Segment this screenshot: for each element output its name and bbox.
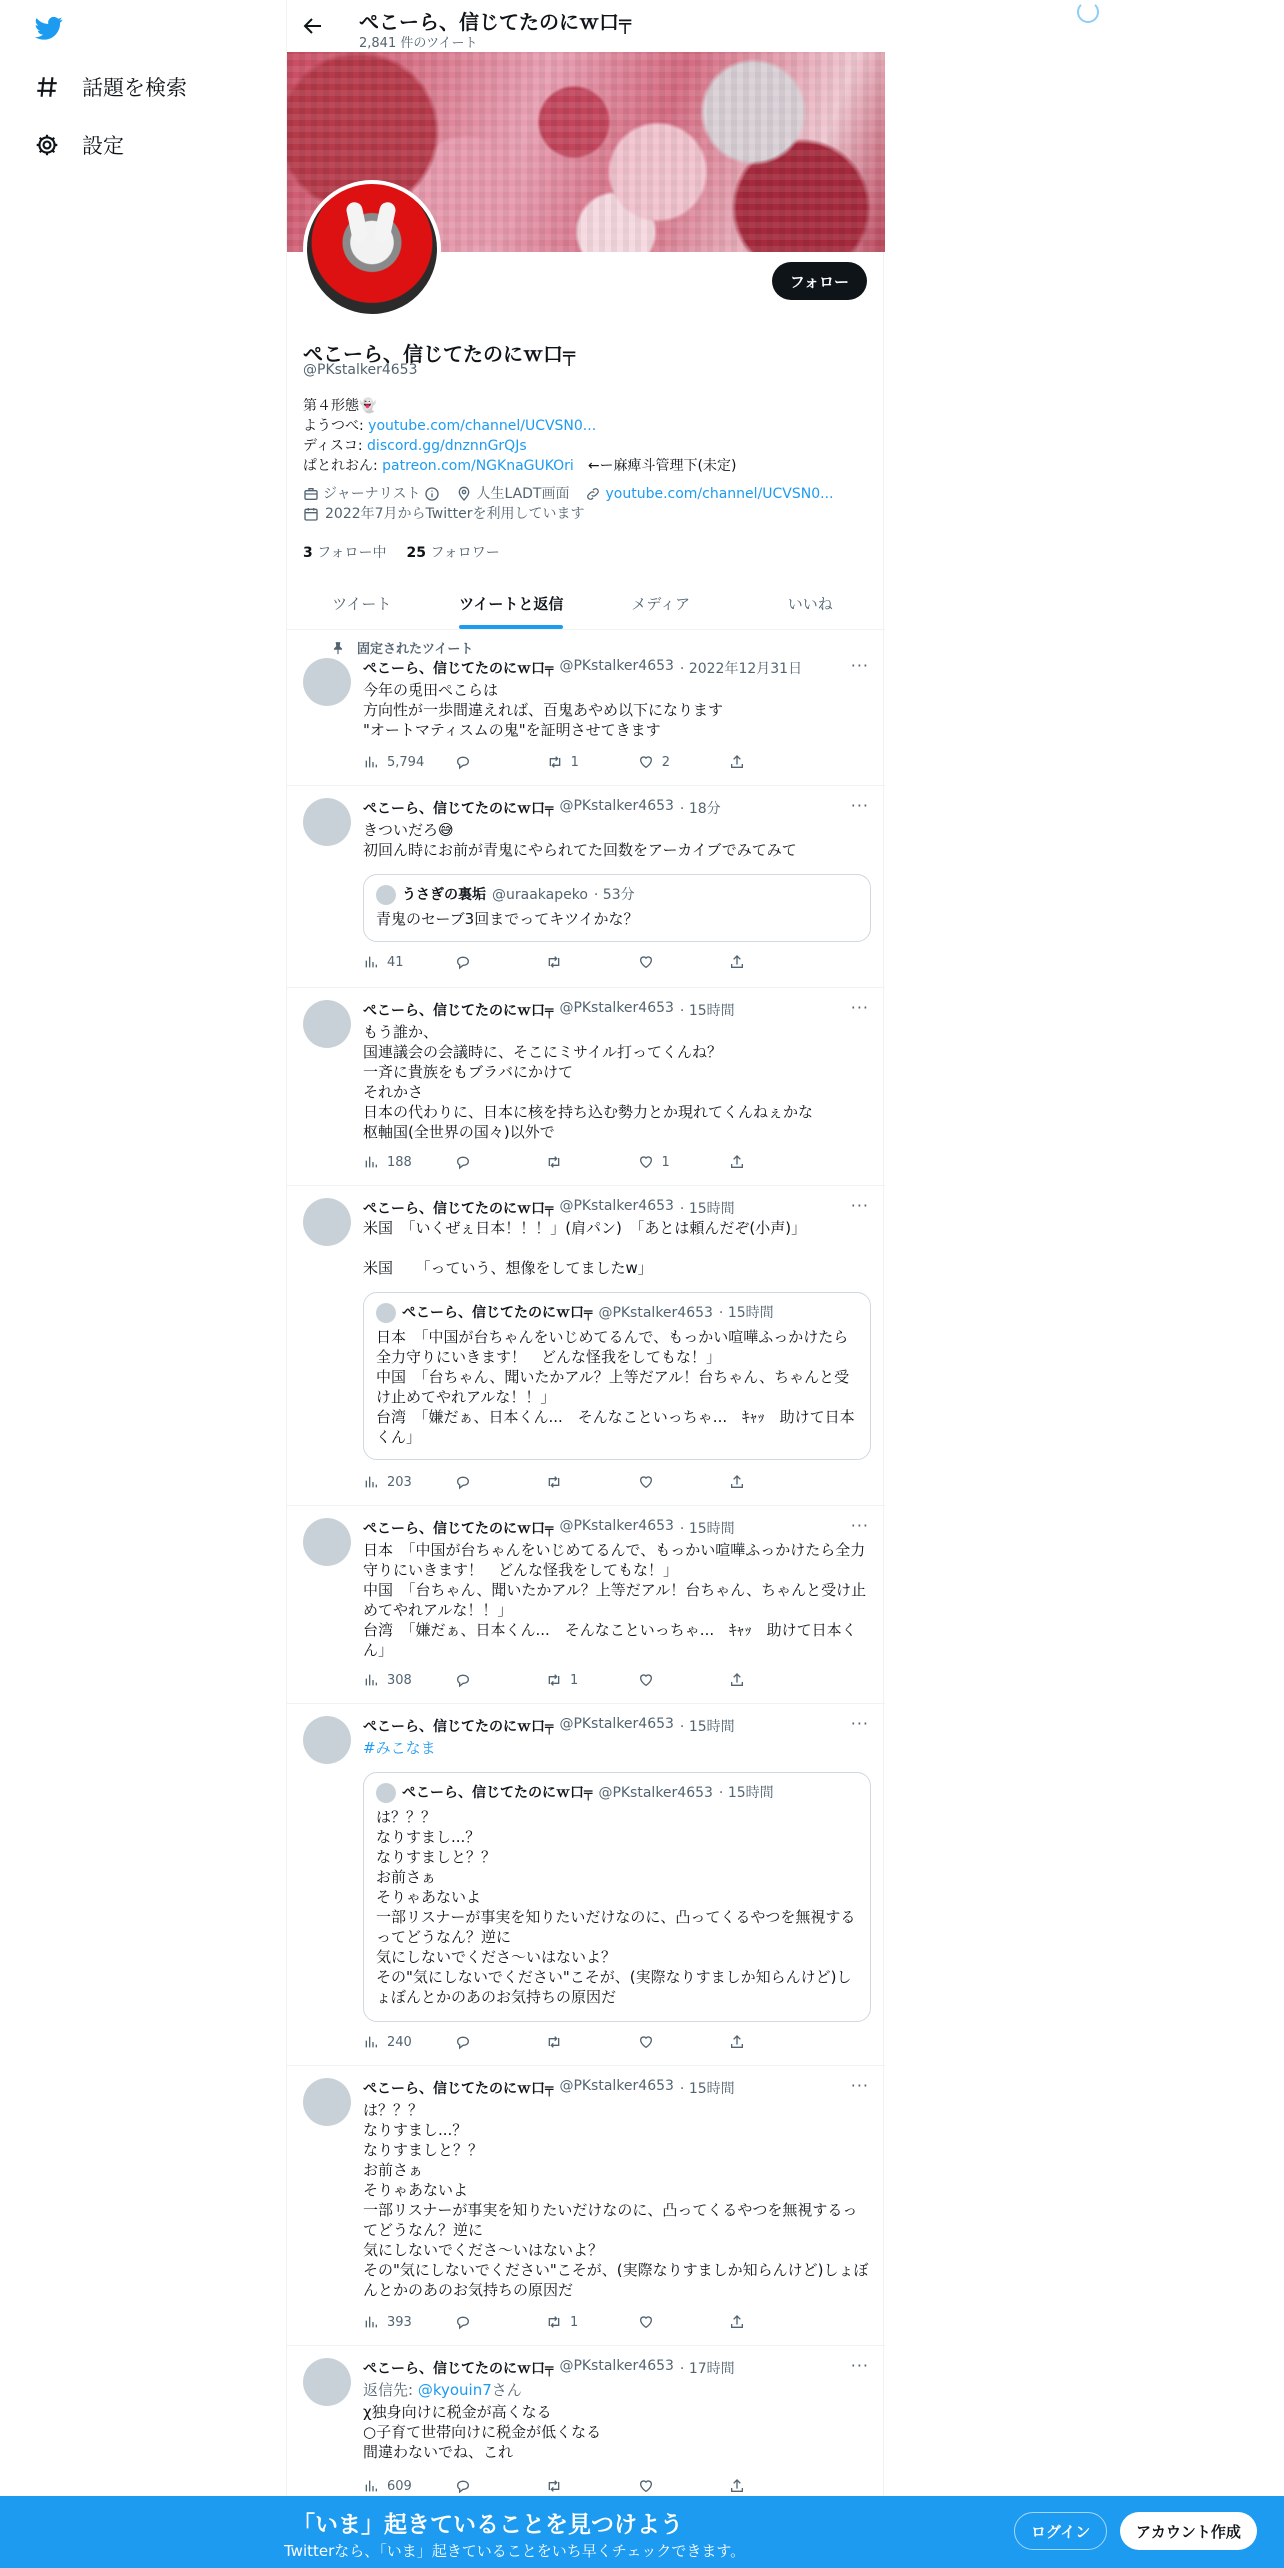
tweet-time[interactable]: · 15時間	[679, 2081, 735, 2097]
share-icon	[729, 1672, 745, 1688]
loading-spinner-icon	[1077, 1, 1099, 23]
tweet-author-name[interactable]: ぺこーら、信じてたのにｗ⼝╤	[363, 661, 554, 677]
hashtag-link[interactable]: #みこなま	[363, 1739, 436, 1757]
tweet-header	[363, 1198, 735, 1218]
tweet-count: 2,841 件のツイート	[359, 36, 478, 51]
category-label: ジャーナリスト	[323, 486, 421, 502]
nav-explore-label: 話題を検索	[82, 76, 187, 100]
profile-category	[303, 484, 440, 504]
reply-context	[363, 2380, 871, 2400]
reply-prefix: 返信先:	[363, 2381, 418, 2399]
tweet-header	[363, 1716, 735, 1736]
views-button[interactable]	[363, 2478, 423, 2494]
tab-media[interactable]: メディア	[631, 595, 691, 613]
retweet-button[interactable]	[546, 1672, 606, 1688]
tab-tweets-and-replies[interactable]: ツイートと返信	[437, 578, 587, 629]
reply-suffix: さん	[491, 2381, 522, 2399]
tweet-time[interactable]: · 18分	[679, 801, 721, 817]
quoted-avatar	[376, 1783, 396, 1803]
tweet-author-handle[interactable]: @PKstalker4653	[559, 1716, 674, 1732]
main-column	[286, 0, 884, 2568]
following-label: フォロー中	[317, 545, 387, 561]
views-button[interactable]	[363, 2034, 423, 2050]
tweet-actions	[363, 1672, 789, 1688]
retweet-count: 1	[570, 754, 579, 770]
reply-button[interactable]	[455, 2314, 515, 2330]
tweet-header	[363, 658, 802, 678]
tweet-author-name[interactable]: ぺこーら、信じてたのにｗ⼝╤	[363, 1003, 554, 1019]
tab-tweets[interactable]: ツイート	[332, 595, 392, 613]
share-button[interactable]	[729, 2478, 789, 2494]
tweet-author-handle[interactable]: @PKstalker4653	[559, 1198, 674, 1214]
bar-chart-icon	[363, 754, 379, 770]
heart-icon	[638, 2314, 654, 2330]
retweet-button[interactable]	[546, 2478, 606, 2494]
tweet-author-name[interactable]: ぺこーら、信じてたのにｗ⼝╤	[363, 1521, 554, 1537]
tweet-author-name[interactable]: ぺこーら、信じてたのにｗ⼝╤	[363, 1201, 554, 1217]
reply-button[interactable]	[455, 1672, 515, 1688]
tweet-avatar[interactable]	[303, 2358, 351, 2406]
tweet-author-name[interactable]: ぺこーら、信じてたのにｗ⼝╤	[363, 1719, 554, 1735]
bar-chart-icon	[363, 2034, 379, 2050]
tweet-text: 日本 「中国が台ちゃんをいじめてるんで、もっかい喧嘩ふっかけたら全力守りにいきます！ どんな怪我をしてもな！」 中国 「台ちゃん、聞いたかアル？上等だアル！台ちゃん、ちゃんと受け止めてやれアルな！！」 台湾 「嫌だぁ、日本くん... そんなこといっちゃ... ｷｬｯ 助けて日本くん」	[363, 1541, 867, 1659]
share-icon	[729, 2034, 745, 2050]
quoted-author-name: うさぎの裏垢	[402, 887, 486, 903]
views-button[interactable]	[363, 754, 424, 770]
heart-icon	[638, 754, 654, 770]
views-button[interactable]	[363, 2314, 423, 2330]
location-label: 人生LADT画面	[476, 486, 570, 502]
profile-avatar[interactable]	[303, 180, 441, 318]
share-icon	[729, 1474, 745, 1490]
profile-meta	[303, 484, 869, 524]
share-button[interactable]	[729, 954, 789, 970]
bio-line: 第４形態👻	[303, 398, 377, 414]
quoted-author-name: ぺこーら、信じてたのにｗ⼝╤	[402, 1785, 593, 1801]
views-count: 5,794	[387, 754, 425, 770]
tweet-item[interactable]	[287, 1704, 885, 2066]
hashtag-icon	[34, 74, 60, 100]
retweet-count: 1	[570, 1672, 579, 1688]
tweet-time[interactable]: · 15時間	[679, 1003, 735, 1019]
tweet-item[interactable]	[287, 988, 885, 1186]
reply-icon	[455, 754, 471, 770]
website-link[interactable]: youtube.com/channel/UCVSN0...	[605, 486, 834, 502]
signup-banner	[0, 2496, 1284, 2568]
tweet-author-handle[interactable]: @PKstalker4653	[559, 2078, 674, 2094]
bio-patreon-link[interactable]: patreon.com/NGKnaGUKOri	[382, 458, 574, 474]
reply-button[interactable]	[455, 954, 515, 970]
bio-discord-link[interactable]: discord.gg/dnznnGrQJs	[367, 438, 527, 454]
tweet-item[interactable]	[287, 1186, 885, 1506]
views-button[interactable]	[363, 954, 423, 970]
bar-chart-icon	[363, 1154, 379, 1170]
follow-button[interactable]: フォロー	[772, 262, 867, 300]
profile-location	[456, 484, 569, 504]
more-options-icon[interactable]: ···	[850, 1516, 869, 1535]
quoted-author-name: ぺこーら、信じてたのにｗ⼝╤	[402, 1305, 593, 1321]
tweet-header	[363, 1000, 735, 1020]
tweet-pinned[interactable]	[287, 630, 885, 786]
share-button[interactable]	[729, 1672, 789, 1688]
retweet-button[interactable]	[546, 1474, 606, 1490]
bio-discord-label: ディスコ:	[303, 438, 368, 454]
tweet-item[interactable]	[287, 786, 885, 988]
profile-name: ぺこーら、信じてたのにｗ⼝╤	[303, 342, 576, 366]
tweet-item[interactable]	[287, 1506, 885, 1704]
tweet-avatar[interactable]	[303, 2078, 351, 2126]
quoted-author-handle: @PKstalker4653	[598, 1305, 713, 1321]
quoted-time: · 53分	[593, 887, 635, 903]
followers-count: 25	[406, 545, 426, 561]
topbar-name: ぺこーら、信じてたのにｗ⼝╤	[359, 10, 632, 34]
tweet-actions	[363, 2478, 789, 2494]
bar-chart-icon	[363, 1672, 379, 1688]
back-arrow-icon[interactable]	[301, 14, 325, 38]
like-count: 1	[661, 1154, 670, 1170]
reply-button[interactable]	[455, 2478, 515, 2494]
reply-button[interactable]	[455, 2034, 515, 2050]
bio-patreon-label: ぱとれおん:	[303, 458, 383, 474]
pinned-label: 固定されたツイート	[357, 642, 474, 657]
reply-icon	[455, 2478, 471, 2494]
follow-stats	[303, 542, 500, 562]
retweet-icon	[546, 1474, 562, 1490]
share-icon	[729, 2314, 745, 2330]
calendar-icon	[303, 506, 319, 522]
joined-label: 2022年7月からTwitterを利用しています	[325, 506, 585, 522]
briefcase-icon	[303, 486, 319, 502]
tweet-actions	[363, 1474, 789, 1490]
tweet-time[interactable]: · 15時間	[679, 1719, 735, 1735]
tweet-avatar[interactable]	[303, 798, 351, 846]
tweet-time[interactable]: · 17時間	[679, 2361, 735, 2377]
like-button[interactable]	[638, 2034, 698, 2050]
heart-icon	[638, 1154, 654, 1170]
tweet-author-handle[interactable]: @PKstalker4653	[559, 658, 674, 674]
tweet-time[interactable]: · 15時間	[679, 1201, 735, 1217]
quoted-tweet[interactable]	[363, 1772, 871, 2022]
quoted-tweet[interactable]	[363, 1292, 871, 1460]
more-options-icon[interactable]: ···	[850, 1714, 869, 1733]
retweet-icon	[546, 1154, 562, 1170]
bio-youtube-label: ようつべ:	[303, 418, 369, 434]
location-pin-icon	[456, 486, 472, 502]
like-button[interactable]	[638, 1672, 698, 1688]
pin-icon	[331, 641, 345, 655]
tweet-item[interactable]	[287, 2346, 885, 2496]
retweet-icon	[547, 754, 563, 770]
retweet-button[interactable]	[546, 2314, 606, 2330]
quoted-text: 青鬼のセーブ3回までってキツイかな？	[376, 910, 639, 928]
views-count: 188	[387, 1154, 412, 1170]
tweet-author-name[interactable]: ぺこーら、信じてたのにｗ⼝╤	[363, 2361, 554, 2377]
views-count: 41	[387, 954, 404, 970]
quoted-avatar	[376, 885, 396, 905]
tweet-text: 米国 「いくぜぇ日本！！！」(肩パン) 「あとは頼んだぞ(小声)」 米国 「っていう、想像をしてましたw」	[363, 1219, 807, 1277]
bio-patreon-suffix: ←ー麻痺斗管理下(未定)	[573, 458, 737, 474]
heart-icon	[638, 1672, 654, 1688]
followers-label: フォロワー	[430, 545, 500, 561]
nav-explore[interactable]	[34, 72, 187, 102]
tweet-header	[363, 798, 721, 818]
followers-link[interactable]	[407, 542, 500, 562]
share-icon	[729, 2478, 745, 2494]
tweet-author-name[interactable]: ぺこーら、信じてたのにｗ⼝╤	[363, 801, 554, 817]
tweet-time[interactable]: · 2022年12月31日	[679, 661, 803, 677]
views-button[interactable]	[363, 1474, 423, 1490]
quoted-author-handle: @uraakapeko	[492, 887, 588, 903]
more-options-icon[interactable]: ···	[850, 656, 869, 675]
retweet-button[interactable]	[546, 954, 606, 970]
retweet-button[interactable]	[546, 1154, 606, 1170]
profile-handle: @PKstalker4653	[303, 362, 418, 378]
like-button[interactable]	[638, 2314, 698, 2330]
tweet-actions	[363, 754, 789, 770]
pinned-indicator	[331, 638, 473, 657]
share-button[interactable]	[729, 754, 789, 770]
share-button[interactable]	[729, 2314, 789, 2330]
tweet-author-handle[interactable]: @PKstalker4653	[559, 2358, 674, 2374]
profile-joined	[303, 504, 869, 524]
reply-button[interactable]	[455, 754, 515, 770]
tweet-author-handle[interactable]: @PKstalker4653	[559, 798, 674, 814]
tweet-avatar[interactable]	[303, 1518, 351, 1566]
share-icon	[729, 754, 745, 770]
quoted-time: · 15時間	[718, 1785, 774, 1801]
tweet-avatar[interactable]	[303, 1716, 351, 1764]
profile-bio	[303, 396, 869, 476]
more-options-icon[interactable]: ···	[850, 998, 869, 1017]
tweet-avatar[interactable]	[303, 1000, 351, 1048]
views-button[interactable]	[363, 1672, 423, 1688]
profile-topbar	[287, 0, 885, 52]
tweet-actions	[363, 2034, 789, 2050]
views-count: 308	[387, 1672, 412, 1688]
tweet-text: きついだろ😅 初回ん時にお前が青鬼にやられてた回数をアーカイブでみてみて	[363, 821, 797, 859]
tweet-avatar[interactable]	[303, 1198, 351, 1246]
heart-icon	[638, 2034, 654, 2050]
quoted-text: 日本 「中国が台ちゃんをいじめてるんで、もっかい喧嘩ふっかけたら全力守りにいきます！ どんな怪我をしてもな！」 中国 「台ちゃん、聞いたかアル？上等だアル！台ちゃん、ちゃんと受け止めてやれアルな！！」 台湾 「嫌だぁ、日本くん... そんなこといっちゃ... ｷｬｯ 助けて日本くん」	[376, 1328, 855, 1446]
nav-settings[interactable]	[34, 130, 124, 160]
tweet-item[interactable]	[287, 2066, 885, 2346]
twitter-logo-icon[interactable]	[34, 14, 64, 42]
more-options-icon[interactable]: ···	[850, 2076, 869, 2095]
signup-button[interactable]: アカウント作成	[1120, 2512, 1257, 2550]
reply-icon	[455, 1474, 471, 1490]
info-icon[interactable]	[424, 486, 440, 502]
views-count: 240	[387, 2034, 412, 2050]
tweet-actions	[363, 1154, 789, 1170]
tweet-text: χ独身向けに税金が高くなる ○子育て世帯向けに税金が低くなる 間違わないでね、これ	[363, 2403, 602, 2461]
heart-icon	[638, 2478, 654, 2494]
share-icon	[729, 954, 745, 970]
quoted-avatar	[376, 1303, 396, 1323]
reply-to-link[interactable]: @kyouin7	[417, 2381, 492, 2399]
more-options-icon[interactable]: ···	[850, 1196, 869, 1215]
tweet-avatar[interactable]	[303, 658, 351, 706]
like-button[interactable]	[638, 1474, 698, 1490]
reply-icon	[455, 1672, 471, 1688]
tweet-header	[363, 2078, 735, 2098]
reply-icon	[455, 1154, 471, 1170]
quoted-author-handle: @PKstalker4653	[598, 1785, 713, 1801]
reply-button[interactable]	[455, 1474, 515, 1490]
views-count: 609	[387, 2478, 412, 2494]
like-button[interactable]	[638, 754, 698, 770]
tweet-text: は？？？ なりすまし...？ なりすましと？？ お前さぁ そりゃあないよ 一部リスナーが事実を知りたいだけなのに、凸ってくるやつを無視するってどうなん？逆に 気にしないでくださ〜いはないよ？ その"気にしないでください"こそが、(実際なりすましか知らんけど)しょぼんとかのあのお気持ちの原因だ	[363, 2101, 869, 2299]
tweet-header	[363, 1518, 735, 1538]
like-count: 2	[661, 754, 671, 770]
reply-icon	[455, 954, 471, 970]
retweet-icon	[546, 2478, 562, 2494]
signup-banner-subtitle: Twitterなら、「いま」起きていることをいち早くチェックできます。	[284, 2542, 746, 2560]
tweet-author-handle[interactable]: @PKstalker4653	[559, 1000, 674, 1016]
profile-tabs	[287, 578, 885, 630]
bar-chart-icon	[363, 954, 379, 970]
tab-likes[interactable]: いいね	[787, 595, 833, 613]
views-count: 203	[387, 1474, 412, 1490]
bar-chart-icon	[363, 2314, 379, 2330]
tweet-author-name[interactable]: ぺこーら、信じてたのにｗ⼝╤	[363, 2081, 554, 2097]
login-button[interactable]: ログイン	[1014, 2512, 1107, 2550]
retweet-icon	[546, 2314, 562, 2330]
reply-button[interactable]	[455, 1154, 515, 1170]
views-count: 393	[387, 2314, 412, 2330]
views-button[interactable]	[363, 1154, 423, 1170]
retweet-icon	[546, 954, 562, 970]
quoted-tweet[interactable]	[363, 874, 871, 942]
tweet-actions	[363, 954, 789, 970]
retweet-count: 1	[570, 2314, 579, 2330]
tweet-time[interactable]: · 15時間	[679, 1521, 735, 1537]
like-button[interactable]	[638, 954, 698, 970]
bio-youtube-link[interactable]: youtube.com/channel/UCVSN0...	[368, 418, 597, 434]
retweet-icon	[546, 2034, 562, 2050]
tweet-author-handle[interactable]: @PKstalker4653	[559, 1518, 674, 1534]
share-icon	[729, 1154, 745, 1170]
share-button[interactable]	[729, 2034, 789, 2050]
share-button[interactable]	[729, 1154, 789, 1170]
tweet-text: もう誰か、 国連議会の会議時に、そこにミサイル打ってくんね？ 一斉に貴族をもブラバにかけて それかさ 日本の代わりに、日本に核を持ち込む勢力とか現れてくんねぇかな 枢軸国(全世界の国々)以外で	[363, 1023, 814, 1141]
tweet-header	[363, 2358, 735, 2378]
quoted-text: は？？？ なりすまし...？ なりすましと？？ お前さぁ そりゃあないよ 一部リスナーが事実を知りたいだけなのに、凸ってくるやつを無視するってどうなん？逆に 気にしないでくださ〜いはないよ？ その"気にしないでください"こそが、(実際なりすましか知らんけど)しょぼんとかのあのお気持ちの原因だ	[376, 1808, 856, 2006]
more-options-icon[interactable]: ···	[850, 2356, 869, 2375]
reply-icon	[455, 2034, 471, 2050]
tweet-actions	[363, 2314, 789, 2330]
bar-chart-icon	[363, 1474, 379, 1490]
gear-icon	[34, 132, 60, 158]
signup-banner-title: 「いま」起きていることを見つけよう	[292, 2512, 683, 2538]
share-button[interactable]	[729, 1474, 789, 1490]
like-button[interactable]	[638, 2478, 698, 2494]
nav-settings-label: 設定	[82, 134, 124, 158]
profile-website[interactable]	[585, 484, 833, 504]
bar-chart-icon	[363, 2478, 379, 2494]
more-options-icon[interactable]: ···	[850, 796, 869, 815]
reply-icon	[455, 2314, 471, 2330]
heart-icon	[638, 1474, 654, 1490]
retweet-icon	[546, 1672, 562, 1688]
like-button[interactable]	[638, 1154, 698, 1170]
following-link[interactable]	[303, 542, 387, 562]
heart-icon	[638, 954, 654, 970]
link-icon	[585, 486, 601, 502]
retweet-button[interactable]	[547, 754, 607, 770]
tweet-text: 今年の兎田ぺこらは 方向性が一歩間違えれば、百鬼あやめ以下になります "オートマティスムの鬼"を証明させてきます	[363, 681, 724, 739]
retweet-button[interactable]	[546, 2034, 606, 2050]
following-count: 3	[303, 545, 313, 561]
quoted-time: · 15時間	[718, 1305, 774, 1321]
